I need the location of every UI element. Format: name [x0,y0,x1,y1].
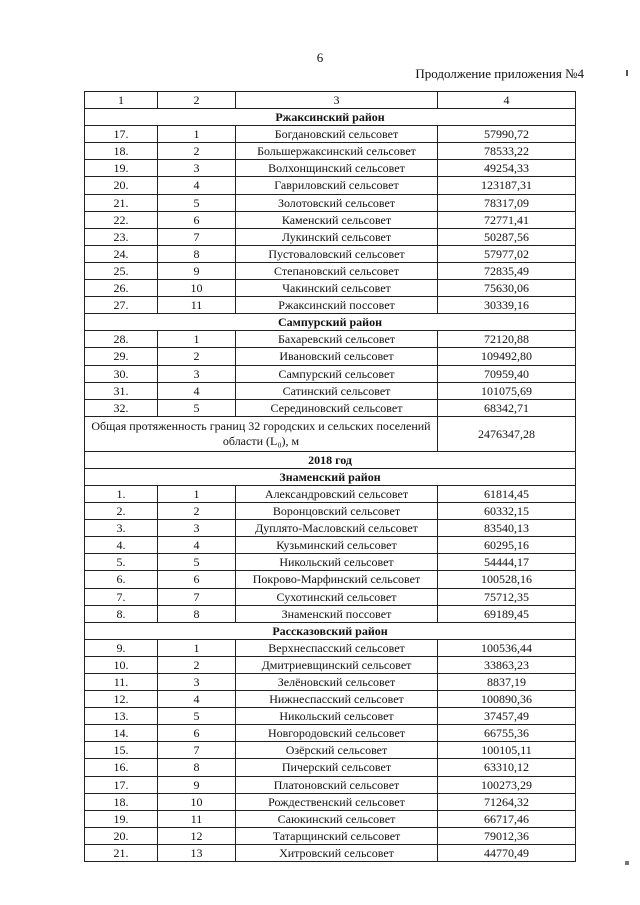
table-row [85,126,576,143]
settlement-name: Степановский сельсовет [236,262,438,279]
settlement-name: Ивановский сельсовет [236,348,438,365]
row-index: 25. [85,262,158,279]
row-subindex: 3 [158,160,236,177]
district-heading: Знаменский район [85,468,576,485]
table-row [85,297,576,314]
table-row [85,160,576,177]
boundary-length: 109492,80 [438,348,576,365]
boundary-length: 66755,36 [438,725,576,742]
boundary-length: 100890,36 [438,691,576,708]
row-index: 21. [85,194,158,211]
boundary-length: 63310,12 [438,759,576,776]
row-subindex: 7 [158,228,236,245]
boundary-length: 72835,49 [438,262,576,279]
table-row [85,262,576,279]
table-body [85,92,576,862]
boundary-length: 79012,36 [438,827,576,844]
table-row [85,793,576,810]
table-row [85,810,576,827]
total-label: Общая протяженность границ 32 городских и сельских поселений области (L₀), м [85,416,438,451]
settlement-name: Волхонщинский сельсовет [236,160,438,177]
settlement-name: Пичерский сельсовет [236,759,438,776]
table-row [85,844,576,861]
row-index: 26. [85,280,158,297]
district-heading-row [85,622,576,639]
table-row [85,827,576,844]
row-index: 15. [85,742,158,759]
row-index: 2. [85,503,158,520]
settlement-name: Нижнеспасский сельсовет [236,691,438,708]
row-subindex: 4 [158,537,236,554]
row-subindex: 4 [158,177,236,194]
row-subindex: 6 [158,725,236,742]
row-index: 12. [85,691,158,708]
boundary-length: 33863,23 [438,656,576,673]
row-index: 4. [85,537,158,554]
table-row [85,331,576,348]
row-index: 19. [85,810,158,827]
boundary-length: 78533,22 [438,143,576,160]
table-row [85,656,576,673]
district-heading-row [85,468,576,485]
boundary-length: 30339,16 [438,297,576,314]
year-heading-row [85,451,576,468]
row-index: 20. [85,177,158,194]
settlement-name: Серединовский сельсовет [236,399,438,416]
boundary-length: 68342,71 [438,399,576,416]
row-index: 1. [85,485,158,502]
page-number: 6 [316,50,324,65]
row-index: 16. [85,759,158,776]
boundary-length: 49254,33 [438,160,576,177]
settlement-name: Верхнеспасский сельсовет [236,639,438,656]
row-subindex: 11 [158,297,236,314]
boundary-length: 72120,88 [438,331,576,348]
row-index: 8. [85,605,158,622]
boundary-length: 37457,49 [438,708,576,725]
settlement-name: Зелёновский сельсовет [236,674,438,691]
settlement-name: Гавриловский сельсовет [236,177,438,194]
boundary-length: 100536,44 [438,639,576,656]
row-index: 17. [85,776,158,793]
row-subindex: 1 [158,126,236,143]
table-row [85,485,576,502]
row-index: 7. [85,588,158,605]
boundary-length: 72771,41 [438,211,576,228]
row-index: 20. [85,827,158,844]
row-subindex: 8 [158,605,236,622]
row-subindex: 7 [158,588,236,605]
row-subindex: 2 [158,348,236,365]
row-subindex: 1 [158,485,236,502]
settlement-name: Новгородовский сельсовет [236,725,438,742]
row-subindex: 13 [158,844,236,861]
header-cell: 3 [236,92,438,109]
district-heading-row [85,109,576,126]
settlement-name: Золотовский сельсовет [236,194,438,211]
row-subindex: 1 [158,639,236,656]
total-value: 2476347,28 [438,416,576,451]
row-subindex: 10 [158,793,236,810]
settlement-name: Знаменский поссовет [236,605,438,622]
boundary-length: 100528,16 [438,571,576,588]
boundary-length: 123187,31 [438,177,576,194]
row-index: 18. [85,143,158,160]
settlement-name: Каменский сельсовет [236,211,438,228]
row-index: 5. [85,554,158,571]
settlement-name: Воронцовский сельсовет [236,503,438,520]
boundary-length: 69189,45 [438,605,576,622]
table-row [85,708,576,725]
table-row [85,759,576,776]
table-row [85,554,576,571]
row-subindex: 3 [158,520,236,537]
boundary-length: 44770,49 [438,844,576,861]
table-row [85,348,576,365]
row-subindex: 3 [158,365,236,382]
row-index: 18. [85,793,158,810]
row-index: 28. [85,331,158,348]
table-row [85,399,576,416]
table-row [85,143,576,160]
table-row [85,280,576,297]
row-subindex: 6 [158,211,236,228]
row-index: 10. [85,656,158,673]
table-row [85,674,576,691]
settlement-name: Никольский сельсовет [236,554,438,571]
total-row [85,416,576,451]
table-row [85,228,576,245]
district-heading-row [85,314,576,331]
row-index: 22. [85,211,158,228]
settlement-name: Сатинский сельсовет [236,382,438,399]
boundary-length: 75712,35 [438,588,576,605]
row-index: 24. [85,245,158,262]
boundary-length: 83540,13 [438,520,576,537]
header-cell: 4 [438,92,576,109]
settlement-name: Богдановский сельсовет [236,126,438,143]
header-row [85,92,576,109]
settlement-name: Кузьминский сельсовет [236,537,438,554]
table-row [85,245,576,262]
row-subindex: 3 [158,674,236,691]
row-subindex: 9 [158,262,236,279]
settlement-name: Татарщинский сельсовет [236,827,438,844]
row-subindex: 2 [158,656,236,673]
table-row [85,571,576,588]
year-heading: 2018 год [85,451,576,468]
row-subindex: 11 [158,810,236,827]
settlements-table [84,91,576,862]
settlement-name: Александровский сельсовет [236,485,438,502]
boundary-length: 75630,06 [438,280,576,297]
settlement-name: Лукинский сельсовет [236,228,438,245]
settlement-name: Покрово-Марфинский сельсовет [236,571,438,588]
settlement-name: Ржаксинский поссовет [236,297,438,314]
boundary-length: 54444,17 [438,554,576,571]
row-subindex: 4 [158,382,236,399]
boundary-length: 8837,19 [438,674,576,691]
settlement-name: Саюкинский сельсовет [236,810,438,827]
table-row [85,537,576,554]
row-index: 30. [85,365,158,382]
settlement-name: Пустоваловский сельсовет [236,245,438,262]
settlement-name: Бахаревский сельсовет [236,331,438,348]
boundary-length: 71264,32 [438,793,576,810]
row-index: 9. [85,639,158,656]
row-subindex: 1 [158,331,236,348]
row-subindex: 2 [158,503,236,520]
header-cell: 2 [158,92,236,109]
table-row [85,211,576,228]
row-subindex: 8 [158,759,236,776]
table-row [85,605,576,622]
row-subindex: 6 [158,571,236,588]
settlement-name: Сампурский сельсовет [236,365,438,382]
boundary-length: 60332,15 [438,503,576,520]
row-index: 21. [85,844,158,861]
row-subindex: 10 [158,280,236,297]
boundary-length: 57977,02 [438,245,576,262]
scan-mark [624,860,630,866]
settlement-name: Сухотинский сельсовет [236,588,438,605]
row-index: 23. [85,228,158,245]
table-row [85,520,576,537]
header-cell: 1 [85,92,158,109]
settlement-name: Рождественский сельсовет [236,793,438,810]
row-subindex: 12 [158,827,236,844]
row-index: 19. [85,160,158,177]
row-index: 29. [85,348,158,365]
row-index: 11. [85,674,158,691]
boundary-length: 100105,11 [438,742,576,759]
row-index: 13. [85,708,158,725]
row-subindex: 9 [158,776,236,793]
settlement-name: Хитровский сельсовет [236,844,438,861]
district-heading: Сампурский район [85,314,576,331]
table-row [85,725,576,742]
row-index: 32. [85,399,158,416]
row-subindex: 5 [158,554,236,571]
table-row [85,503,576,520]
row-subindex: 5 [158,708,236,725]
table-row [85,691,576,708]
row-index: 3. [85,520,158,537]
table-row [85,194,576,211]
table-row [85,382,576,399]
row-subindex: 2 [158,143,236,160]
row-index: 31. [85,382,158,399]
scan-mark [624,70,630,76]
row-index: 14. [85,725,158,742]
district-heading: Ржаксинский район [85,109,576,126]
boundary-length: 100273,29 [438,776,576,793]
row-subindex: 7 [158,742,236,759]
settlement-name: Дмитриевщинский сельсовет [236,656,438,673]
boundary-length: 60295,16 [438,537,576,554]
boundary-length: 57990,72 [438,126,576,143]
row-index: 6. [85,571,158,588]
boundary-length: 70959,40 [438,365,576,382]
settlement-name: Большержаксинский сельсовет [236,143,438,160]
settlement-name: Дуплято-Масловский сельсовет [236,520,438,537]
settlement-name: Никольский сельсовет [236,708,438,725]
boundary-length: 101075,69 [438,382,576,399]
boundary-length: 66717,46 [438,810,576,827]
row-subindex: 5 [158,194,236,211]
table-row [85,588,576,605]
district-heading: Рассказовский район [85,622,576,639]
table-row [85,177,576,194]
continuation-note: Продолжение приложения №4 [415,66,584,81]
table-row [85,776,576,793]
table-row [85,639,576,656]
row-subindex: 8 [158,245,236,262]
settlement-name: Чакинский сельсовет [236,280,438,297]
boundary-length: 50287,56 [438,228,576,245]
boundary-length: 61814,45 [438,485,576,502]
table-row [85,365,576,382]
settlement-name: Платоновский сельсовет [236,776,438,793]
table-row [85,742,576,759]
row-index: 17. [85,126,158,143]
row-subindex: 5 [158,399,236,416]
settlement-name: Озёрский сельсовет [236,742,438,759]
row-index: 27. [85,297,158,314]
boundary-length: 78317,09 [438,194,576,211]
row-subindex: 4 [158,691,236,708]
